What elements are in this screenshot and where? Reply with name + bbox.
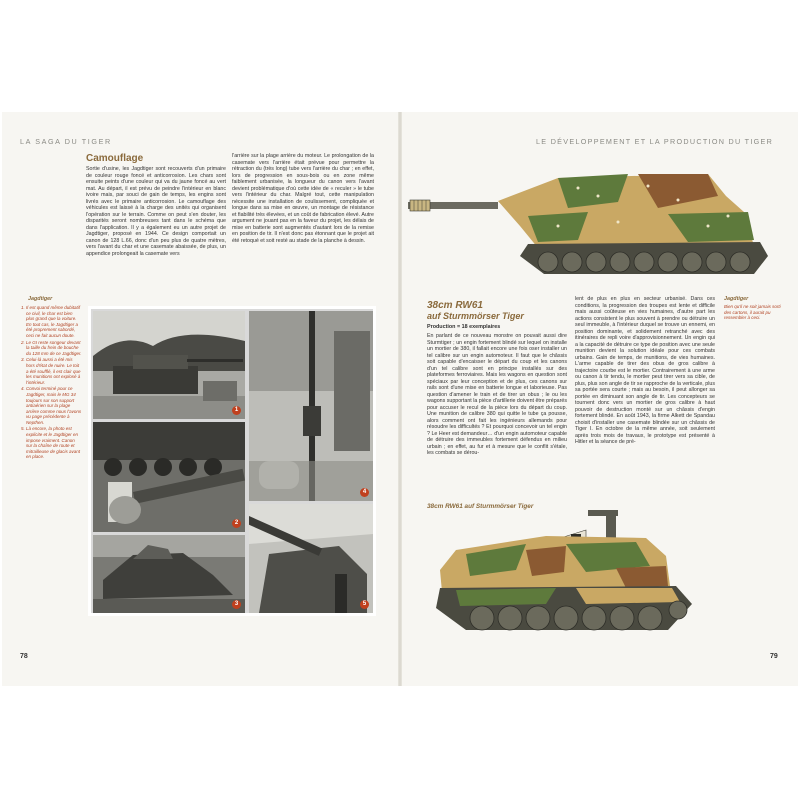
sidebar-captions-left [22, 305, 82, 461]
caption-item: 1. Il est quand même dubitatif ce civil, le char est bien plus grand que la voiture. En tout cas, le Jagdtiger a été proprement sabordé, ceci ne fait aucun doute. [26, 305, 82, 339]
section-title-sturmtiger-line1: 38cm RW61 [427, 300, 483, 311]
photo-badge: 5 [360, 600, 369, 609]
body-column-2-left: l'arrière sur la plage arrière du moteur. Le prolongation de la casemate vers l'arrière était prévue pour permettre la rétraction du (très long) tube vers l'arrière du char ; en effet, lors de progression en sous-bois ou en zone même faiblement urbanisée, la longueur du canon vers l'avant devient problématique d'où cette idée de « reculer » le tube vers l'intérieur du char. Malgré tout, cette manipulation nécessite une installation de coulissement, compliquée et longue dans sa mise en œuvre, un montage de résistance et fiabilité très élevées, et un coût de fabrication élevé. Autre argument ne jouant pas en la faveur du projet, les délais de mise en batterie sont augmentés d'autant lors de la remise en position de tir. Il n'est donc pas étonnant que le projet ait été retoqué et soit resté au stade de la planche à dessin. [232, 153, 374, 244]
photo-badge: 2 [232, 519, 241, 528]
sidebar-text-right: Bien qu'il ne soit jamais sorti des cartons, il aurait pu ressembler à ceci. [724, 304, 781, 321]
photo-jagdtiger-front [249, 504, 373, 613]
caption-item: 3. Celui-là aussi a été mis hors d'état de nuire. Le toit a été soufflé, il est clair que les munitions ont explosé à l'intérieur. [26, 357, 82, 385]
page-number-left: 78 [20, 653, 28, 660]
profile-caption-sturmtiger: 38cm RW61 auf Sturmmörser Tiger [427, 503, 534, 510]
profile-sturmtiger [436, 510, 736, 644]
photo-badge: 1 [232, 406, 241, 415]
photo-jagdtiger-road [93, 311, 245, 419]
caption-item: 2. Le GI reste songeur devant la taille du frein de bouche du 128 mm de ce Jagdtiger. [26, 340, 82, 357]
book-gutter [398, 112, 402, 686]
sidebar-title-left: Jagdtiger [28, 296, 53, 302]
section-title-camouflage: Camouflage [86, 153, 144, 164]
photo-badge: 4 [360, 488, 369, 497]
body-column-1-left: Sortie d'usine, les Jagdtiger sont recouverts d'un primaire de couleur rouge foncé et anticorrosion. Les chars sont ensuite peints d'une couleur qui va du jaune foncé au vert mat. Au départ, il est prévu de peindre l'intérieur en blanc ivoire mais, par souci de gain de temps, les engins sont livrés avec le primaire anticorrosion. Le camouflage des véhicules est laissé à la charge des unités qui organisent l'opération sur le terrain. Comme on peut s'en douter, les disparités seront nombreuses tant dans le schéma que dans l'application. Il y a également eu un autre projet de Jagdtiger, proposé en 1944. Ce design comportait un canon de 128 L.66, donc d'un peu plus de quatre mètres, vers l'avant du char et une casemate abaissée, de plus, un appendice prolongeait la casemate vers [86, 166, 226, 257]
page-number-right: 79 [770, 653, 778, 660]
section-title-sturmtiger-line2: auf Sturmmörser Tiger [427, 311, 524, 321]
photo-badge: 3 [232, 600, 241, 609]
running-head-left: LA SAGA DU TIGER [20, 137, 112, 146]
photo-muzzle-brake [249, 311, 373, 501]
photo-grid [88, 306, 376, 616]
photo-blown-tank [93, 535, 245, 613]
production-count: Production = 18 exemplaires [427, 324, 501, 330]
running-head-right: LE DÉVELOPPEMENT ET LA PRODUCTION DU TIGER [536, 137, 774, 146]
body-column-1-right: En parlant de ce nouveau monstre on pouvait aussi dire Sturmtiger ; un engin fortement blindé sur lequel on installe un mortier de 380, il fallait encore une fois oser installer un tel calibre sur un engin automoteur. Il faut que le châssis soit capable d'encaisser le départ du coup et les canons d'un tel calibre sont en principe installés sur des plateformes ferroviaires. Mais les wagons en question sont spéciaux par leur conception et de plus, ces canons sur rails sont d'une mise en batterie longue et laborieuse. Pas question d'amener le train et de tirer un obus ; le ou les wagons supportant la pièce d'artillerie doivent être préparés pour accuser le recul de la pièce lors du départ du coup. Une munition de calibre 380 qui quitte le tube ça pousse, alors comment ont fait les ingénieurs allemands pour résoudre les difficultés ? Et pourquoi concevoir un tel engin ? Le Heer est demandeur… d'un engin automoteur capable de détruire des immeubles fortement défendus en milieu urbain ; en effet, au fur et à mesure que le conflit s'étale, les combats se dérou- [427, 333, 567, 456]
profile-jagdtiger-variant [408, 156, 790, 280]
photo-gi-tracks [93, 422, 245, 532]
body-column-2-right: lent de plus en plus en secteur urbanisé. Dans ces conditions, la progression des troupes est lente et difficile mais aussi coûteuse en vies humaines, d'autre part les actions consistent le plus souvent à prendre ou détruire un seul immeuble, à l'intérieur duquel se trouve un ennemi, en position dominante, et solidement retranché avec des itinéraires de repli voire d'approvisionnement. Un engin qui a la capacité de détruire ce type de position avec une seule munition devient la solution idéale pour ces combats urbains. Gain de temps, de munitions, de vies humaines. L'arme capable de tirer des obus de gros calibre à trajectoire courbe est le mortier. Contrairement à une arme ou canon à tir tendu, le mortier peut tirer vers sa cible, de plus, plus son angle de tir se rapproche de la verticale, plus sa portée sera courte ; mais au besoin, il peut allonger sa portée en diminuant son angle de tir. Les concepteurs se tournent donc vers un mortier de gros calibre à haut pouvoir de destruction monté sur un châssis d'engin fortement blindé. En août 1943, la firme Alkett de Spandau choisit d'installer une casemate blindée sur un châssis de Tiger I. En octobre de la même année, soit seulement après trois mois de travaux, le prototype est présenté à Hitler et la séance de pré- [575, 296, 715, 445]
sidebar-title-right: Jagdtiger [724, 296, 749, 302]
caption-item: 5. Là encore, la photo est explicite et le Jagdtiger en impose vraiment. Canon sur la chaîne de route et mitrailleuse de glacis avant en place. [26, 426, 82, 460]
caption-item: 4. Convoi terminé pour ce Jagdtiger, mais le MG 34 toujours sur son support antiaérien sur la plage arrière comme nous l'avons vu page précédente à Nepthen. [26, 386, 82, 425]
